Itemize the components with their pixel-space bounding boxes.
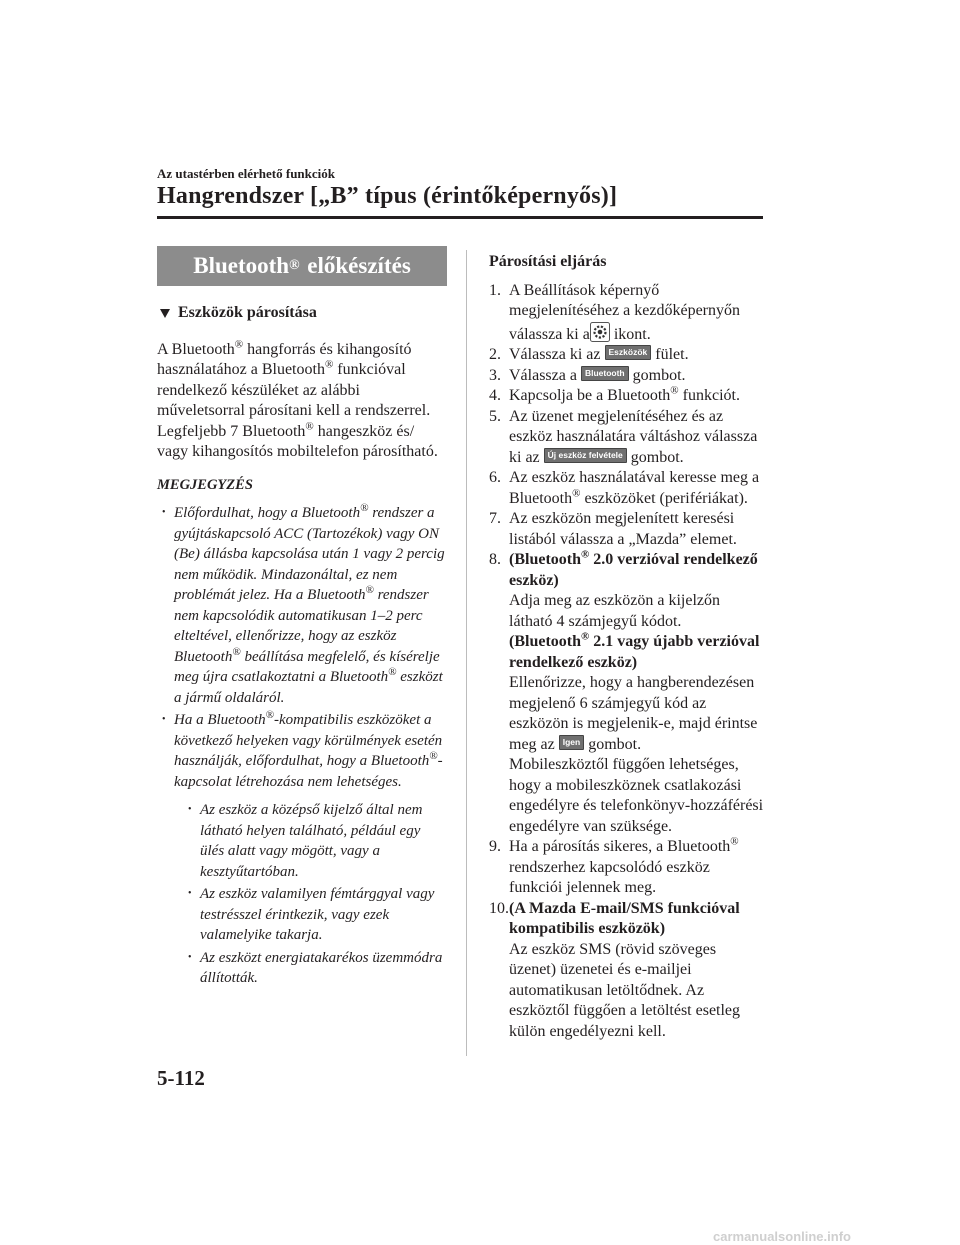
step-text: Válassza ki az <box>509 346 605 363</box>
reg-mark: ® <box>429 750 438 762</box>
step-subheading: (A Mazda E-mail/SMS funkcióval kompatibilis eszközök) <box>509 899 740 937</box>
reg-mark: ® <box>572 487 581 500</box>
step-subheading <box>509 632 764 673</box>
step-text: Ha a párosítás sikeres, a Bluetooth <box>509 838 731 855</box>
note-text: Ha a Bluetooth <box>174 712 266 728</box>
header-rule <box>157 216 763 219</box>
step-number: 4. <box>489 387 501 404</box>
step-text: Adja meg az eszközön a kijelzőn látható 4 számjegyű kódot. <box>509 592 721 630</box>
note-text: rendszer a gyújtáskapcsoló ACC (Tartozékok) vagy ON (Be) állásba kapcsolása után 1 vagy 2 percig nem működik. Mindazonáltal, ez nem problémát jelez. Ha a Bluetooth <box>174 505 445 603</box>
note-item <box>157 503 447 708</box>
intro-paragraph <box>157 340 447 463</box>
step-text: Mobileszköztől függően lehetséges, hogy a mobileszköznek csatlakozási engedélyre és telefonkönyv-hozzáférési engedélyre van szüksége. <box>509 756 764 835</box>
step-number: 2. <box>489 346 501 363</box>
step-text: rendszerhez kapcsolódó eszköz funkciói jelennek meg. <box>509 858 710 896</box>
right-column <box>489 252 764 1042</box>
reg-mark: ® <box>265 709 275 721</box>
note-text: Előfordulhat, hogy a Bluetooth <box>174 505 361 521</box>
step-text: fület. <box>651 346 689 363</box>
reg-mark: ® <box>581 548 590 561</box>
section-banner: Bluetooth ® előkészítés <box>157 246 447 286</box>
step-text: gombot. <box>628 366 686 384</box>
step-number: 7. <box>489 510 501 527</box>
reg-mark: ® <box>305 420 314 433</box>
step-number: 5. <box>489 407 501 425</box>
step-subheading <box>509 550 764 591</box>
step-6 <box>489 468 764 509</box>
step-number: 8. <box>489 551 501 568</box>
intro-text-4: hangeszköz és/ vagy kihangosítós mobiltelefon párosítható. <box>157 422 438 460</box>
step-4 <box>489 386 764 407</box>
step-number: 6. <box>489 469 501 486</box>
reg-mark: ® <box>360 502 369 514</box>
page-title: Hangrendszer [„B” típus (érintőképernyős)] <box>157 183 618 209</box>
note-text: rendszer nem kapcsolódik automatikusan 1–2 perc elteltével, ellenőrizze, hogy az eszköz Bluetooth <box>174 587 429 665</box>
note-title: MEGJEGYZÉS <box>157 476 253 493</box>
step-text: ikont. <box>609 325 651 343</box>
note-list <box>157 503 447 989</box>
step-text: funkciót. <box>678 387 740 404</box>
reg-mark: ® <box>581 630 590 643</box>
step-8 <box>489 550 764 837</box>
watermark: carmanualsonline.info <box>713 1229 851 1244</box>
step-text: Az eszközön megjelenített keresési listából válassza a „Mazda” elemet. <box>509 510 737 548</box>
note-subitem: • Az eszközt energiatakarékos üzemmódra állították. <box>157 948 447 989</box>
step-number: 1. <box>489 281 501 299</box>
step-2 <box>489 345 764 366</box>
step-text: gombot. <box>584 735 642 753</box>
step-text: (Bluetooth <box>509 551 581 568</box>
note-text: beállítása megfelelő, és kísérelje meg újra csatlakoztatni a Bluetooth <box>174 648 440 685</box>
step-text: Kapcsolja be a Bluetooth <box>509 387 671 404</box>
subheading <box>157 303 447 324</box>
reg-mark: ® <box>730 835 739 848</box>
gear-icon <box>590 322 610 342</box>
igen-button: Igen <box>559 735 584 750</box>
note-text: -kompatibilis eszközöket a következő helyeken vagy körülmények esetén használják, előfordulhat, hogy a Bluetooth <box>174 712 443 769</box>
note-text: eszközt a jármű oldaláról. <box>174 669 443 706</box>
new-device-button: Új eszköz felvétele <box>544 448 627 463</box>
note-item <box>157 710 447 792</box>
step-text <box>509 673 764 755</box>
step-text: Az eszköz SMS (rövid szöveges üzenet) üzenetei és e-mailjei automatikusan letöltődnek. Az eszköztől függően a letöltést esetleg külön engedélyezni kell. <box>509 940 741 1040</box>
subheading-text: Eszközök párosítása <box>178 304 317 321</box>
step-text: eszközöket (perifériákat). <box>580 489 748 507</box>
intro-text-3: funkcióval rendelkező készüléket az alábbi műveletsorral párosítani kell a rendszerrel. Legfeljebb 7 Bluetooth <box>157 361 431 440</box>
note-subitem: • Az eszköz valamilyen fémtárggyal vagy testrésszel érintkezik, vagy ezek valamelyike takarja. <box>157 884 447 946</box>
step-text: A Beállítások képernyő megjelenítéséhez a kezdőképernyőn válassza ki a <box>509 281 740 343</box>
note-subitem: • Az eszköz a középső kijelző által nem látható helyen található, például egy ülés alatt vagy mögött, vagy a kesztyűtartóban. <box>157 800 447 882</box>
step-3 <box>489 366 764 387</box>
section-subtitle: Az utastérben elérhető funkciók <box>157 166 336 181</box>
intro-text-1: A Bluetooth <box>157 340 235 358</box>
procedure-steps <box>489 281 764 1043</box>
column-divider <box>466 250 467 1056</box>
reg-mark: ® <box>388 666 397 678</box>
banner-text-b: előkészítés <box>301 252 411 278</box>
note-text: -kapcsolat létrehozása nem lehetséges. <box>174 753 443 790</box>
note-sublist <box>157 800 447 989</box>
step-text: Az üzenet megjelenítéséhez és az eszköz használatára váltáshoz válassza ki az <box>509 407 762 466</box>
step-text: gombot. <box>626 448 684 466</box>
reg-mark: ® <box>232 645 241 658</box>
step-text: Az eszköz használatával keresse meg a Bluetooth <box>509 469 760 507</box>
reg-mark: ® <box>234 338 244 351</box>
step-text: 2.0 verzióval rendelkező eszköz) <box>509 551 758 589</box>
step-10 <box>489 899 764 1043</box>
step-text: 2.1 vagy újabb verzióval rendelkező eszköz) <box>509 633 760 671</box>
step-number: 3. <box>489 366 501 384</box>
step-9 <box>489 837 764 899</box>
triangle-down-icon <box>160 309 170 318</box>
eszkozok-tab-button: Eszközök <box>605 345 652 360</box>
step-1 <box>489 281 764 346</box>
step-5 <box>489 407 764 469</box>
step-text: Válassza a <box>509 366 581 384</box>
reg-mark: ® <box>670 384 679 397</box>
intro-text-2: hangforrás és kihangosító használatához a Bluetooth <box>157 340 412 378</box>
step-number: 9. <box>489 838 501 855</box>
procedure-title: Párosítási eljárás <box>489 253 607 270</box>
bluetooth-button: Bluetooth <box>581 366 629 381</box>
step-text: Ellenőrizze, hogy a hangberendezésen megjelenő 6 számjegyű kód az eszközön is megjelenik-e, majd érintse meg az <box>509 674 762 753</box>
banner-text-a: Bluetooth <box>193 252 290 278</box>
reg-mark: ® <box>324 358 334 371</box>
page-number: 5-112 <box>157 1066 205 1090</box>
step-text: (Bluetooth <box>509 633 581 650</box>
step-7 <box>489 509 764 550</box>
step-number: 10. <box>489 899 509 917</box>
reg-mark: ® <box>365 584 374 596</box>
left-column <box>157 245 447 991</box>
